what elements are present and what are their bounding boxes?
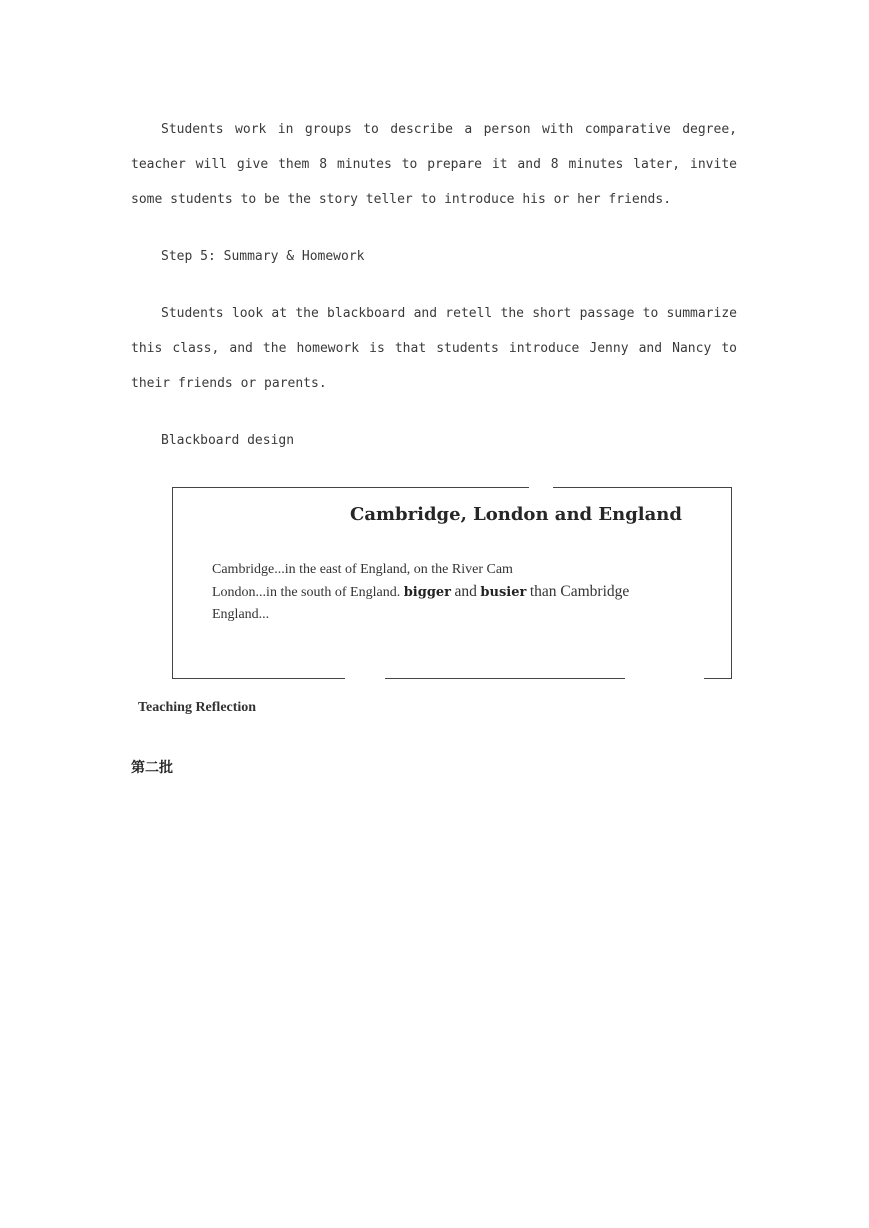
step5-heading: Step 5: Summary & Homework — [161, 249, 365, 264]
summary-paragraph: Students look at the blackboard and retell the short passage to summarize this class, and the homework is that students introduce Jenny and Nancy to their friends or parents. — [131, 306, 737, 391]
blackboard-design-heading: Blackboard design — [161, 433, 295, 448]
border-gap-top — [529, 485, 553, 490]
teaching-reflection-heading: Teaching Reflection — [138, 700, 257, 715]
london-prefix: London...in the south of England. — [212, 585, 401, 600]
second-batch-heading: 第二批 — [131, 760, 173, 776]
border-gap-bottom-right — [625, 676, 704, 681]
blackboard-line-london — [212, 581, 629, 604]
group-work-paragraph: Students work in groups to describe a person with comparative degree, teacher will give them 8 minutes to prepare it and 8 minutes later, invite some students to be the story teller to introduce his or her friends. — [131, 122, 737, 207]
blackboard-figure — [172, 487, 732, 679]
london-suffix: than Cambridge — [529, 583, 630, 600]
word-bigger: bigger — [403, 585, 452, 600]
word-busier: busier — [480, 585, 527, 600]
blackboard-text — [212, 559, 629, 626]
blackboard-title: Cambridge, London and England — [350, 504, 682, 525]
word-and: and — [454, 583, 477, 600]
border-gap-bottom-left — [345, 676, 385, 681]
blackboard-line-england: England... — [212, 607, 270, 622]
blackboard-line-cambridge: Cambridge...in the east of England, on the River Cam — [212, 562, 513, 577]
